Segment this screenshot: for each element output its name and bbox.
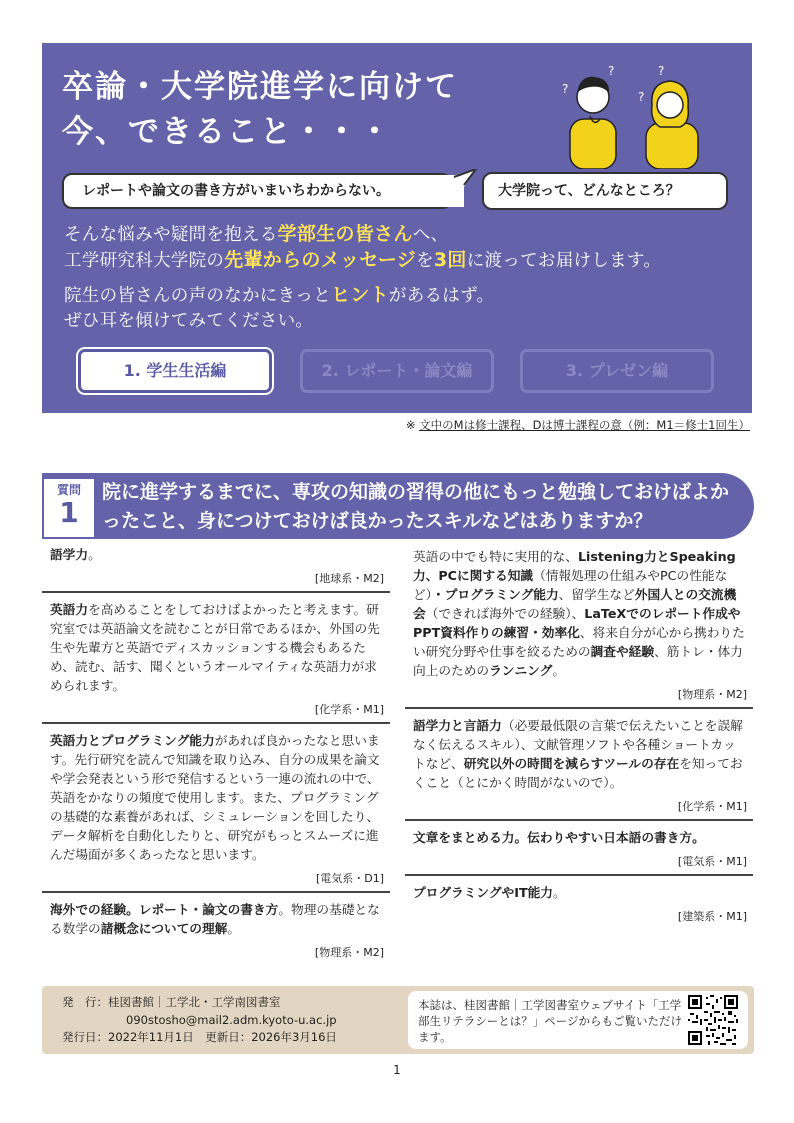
svg-text:?: ?	[608, 64, 615, 78]
answer-tag: [建築系・M1]	[677, 910, 747, 923]
answer-tag: [電気系・M1]	[677, 855, 747, 868]
question-text: 院に進学するまでに、専攻の知識の習得の他にもっと勉強しておけばよかったこと、身につけておけば良かったスキルなどはありますか？	[102, 481, 730, 532]
question-number: 1	[59, 496, 79, 529]
answer-tag: [化学系・M1]	[677, 800, 747, 813]
footer-info: 発 行：桂図書館｜工学北・工学南図書室 090stosho@mail2.adm.kyoto-u.ac.jp 発行日：2022年11月1日 更新日：2026年3月16日	[62, 995, 337, 1044]
svg-text:?: ?	[658, 64, 665, 78]
page-number: 1	[393, 1063, 401, 1077]
answer-card: 語学力。 [地球系・M2]	[42, 545, 390, 593]
website-notice: 本誌は、桂図書館｜工学図書室ウェブサイト「工学部生リテラシーとは？」ページからもご覧いただけます。	[408, 991, 748, 1049]
issue-date: 2022年11月1日	[108, 1030, 194, 1044]
speech-bubble-left: レポートや論文の書き方がいまいちわからない。	[62, 173, 452, 209]
footer	[42, 986, 754, 1054]
intro-paragraph-1: そんな悩みや疑問を抱える学部生の皆さんへ、 工学研究科大学院の先輩からのメッセージを3回に渡ってお届けします。	[64, 223, 662, 271]
hero-title	[62, 65, 458, 155]
answers-left-column	[42, 545, 390, 965]
tab-report-thesis[interactable]: 2. レポート・論文編	[300, 349, 494, 393]
answer-card: 文章をまとめる力。伝わりやすい日本語の書き方。 [電気系・M1]	[405, 821, 753, 876]
answer-tag: [物理系・M2]	[314, 946, 384, 959]
answer-tag: [物理系・M2]	[677, 688, 747, 701]
speech-bubble-right: 大学院って、どんなところ？	[482, 172, 728, 210]
answer-tag: [地球系・M2]	[314, 572, 384, 585]
answer-tag: [電気系・D1]	[315, 872, 384, 885]
tab-student-life[interactable]: 1. 学生生活編	[78, 349, 272, 393]
issuer-name: 桂図書館｜工学北・工学南図書室	[108, 995, 281, 1009]
answer-tag: [化学系・M1]	[314, 703, 384, 716]
answers-right-column	[405, 545, 753, 929]
answer-card: 英語力とプログラミング能力があれば良かったなと思います。先行研究を読んで知識を取り込み、自分の成果を論文や学会発表という形で発信するという一連の流れの中で、英語をかなりの頻度で使用します。また、プログラミングの基礎的な素養があれば、シミュレーションを回したり、データ解析を自動化したりと、研究がもっとスムーズに進んだ場面が多くあったなと思います。 [電気系・D1]	[42, 724, 390, 893]
svg-text:?: ?	[638, 90, 645, 104]
title-line-2: 今、できること・・・	[62, 114, 392, 150]
abbreviation-note: ※ 文中のMは修士課程、Dは博士課程の意（例：M1＝修士1回生）	[405, 418, 750, 432]
update-date: 2026年3月16日	[251, 1030, 337, 1044]
tab-presentation[interactable]: 3. プレゼン編	[520, 349, 714, 393]
answer-card: 英語力を高めることをしておけばよかったと考えます。研究室では英語論文を読むことが日常であるほか、外国の先生や先輩方と英語でディスカッションする機会もあるため、読む、話す、聞くというオールマイティな英語力が求められます。 [化学系・M1]	[42, 593, 390, 724]
svg-text:?: ?	[562, 82, 569, 96]
thinking-students-illustration	[560, 61, 710, 169]
answer-card: プログラミングやIT能力。 [建築系・M1]	[413, 885, 747, 923]
answer-card: 海外での経験。レポート・論文の書き方。物理の基礎となる数学の諸概念についての理解。 [物理系・M2]	[50, 902, 384, 959]
question-label: 質問 1	[42, 477, 96, 539]
intro-paragraph-2: 院生の皆さんの声のなかにきっとヒントがあるはず。 ぜひ耳を傾けてみてください。	[64, 284, 495, 331]
speech-tail-icon	[442, 169, 482, 209]
hero-banner	[42, 43, 752, 413]
qr-code-icon[interactable]	[688, 995, 738, 1045]
title-line-1: 卒論・大学院進学に向けて	[62, 69, 458, 105]
issuer-email[interactable]: 090stosho@mail2.adm.kyoto-u.ac.jp	[126, 1012, 337, 1027]
answer-card: 語学力と言語力（必要最低限の言葉で伝えたいことを誤解なく伝えるスキル）、文献管理ソフトや各種ショートカットなど、研究以外の時間を減らすツールの存在を知っておくこと（とにかく時間がないので）。 [化学系・M1]	[405, 709, 753, 821]
answer-card: 英語の中でも特に実用的な、Listening力とSpeaking力、PCに関する知識（情報処理の仕組みやPCの性能など）・プログラミング能力、留学生など外国人との交流機会（できれば海外での経験）、LaTeXでのレポート作成やPPT資料作りの練習・効率化、将来自分が心から携わりたい研究分野や仕事を絞るための調査や経験、筋トレ・体力向上のためのランニング。 [物理系・M2]	[405, 545, 753, 709]
